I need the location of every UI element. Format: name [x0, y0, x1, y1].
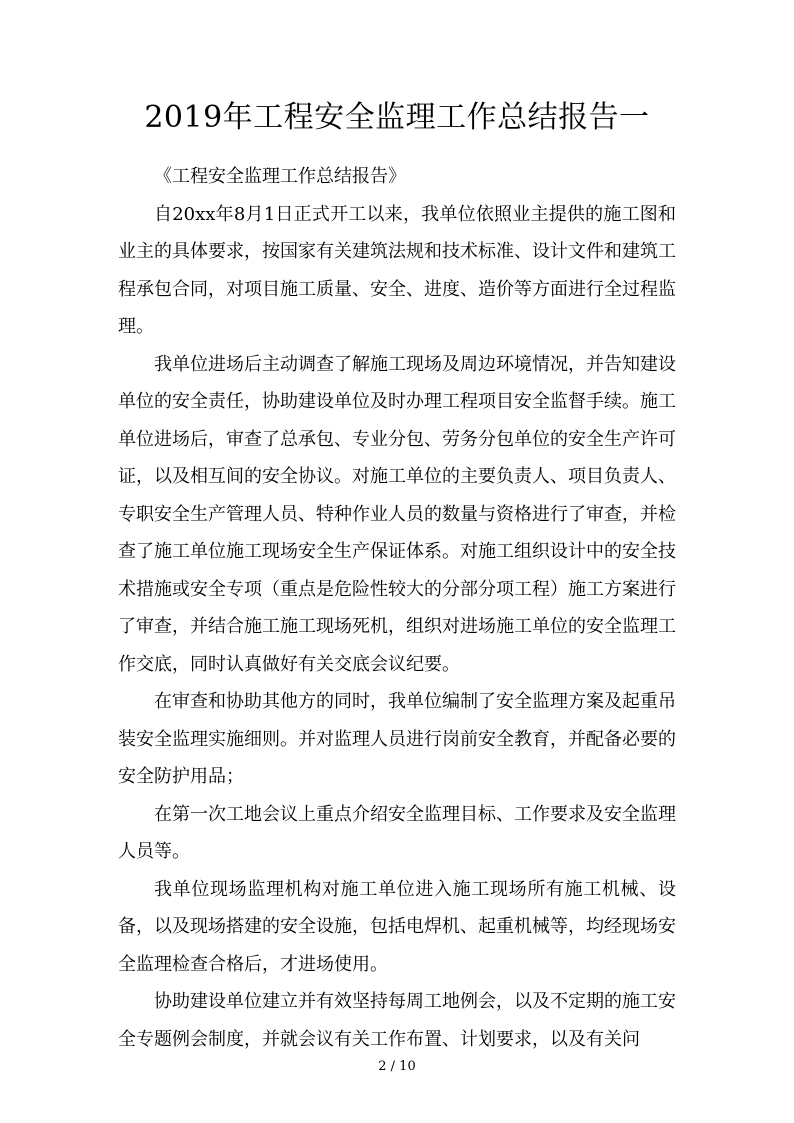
- paragraph-4: 在第一次工地会议上重点介绍安全监理目标、工作要求及安全监理人员等。: [118, 803, 676, 862]
- paragraph-3: 在审查和协助其他方的同时，我单位编制了安全监理方案及起重吊装安全监理实施细则。并对监理人员进行岗前安全教育，并配备必要的安全防护用品；: [118, 691, 676, 787]
- paragraph-subtitle: 《工程安全监理工作总结报告》: [154, 166, 406, 187]
- paragraph-1: 自20xx年8月1日正式开工以来，我单位依照业主提供的施工图和业主的具体要求，按国家有关建筑法规和技术标准、设计文件和建筑工程承包合同，对项目施工质量、安全、进度、造价等方面进行全过程监理。: [118, 203, 676, 337]
- document-body: [118, 158, 676, 1058]
- page-number: 2 / 10: [378, 1059, 416, 1074]
- document-title: 2019年工程安全监理工作总结报告一: [144, 100, 650, 135]
- paragraph-5: 我单位现场监理机构对施工单位进入施工现场所有施工机械、设备，以及现场搭建的安全设施，包括电焊机、起重机械等，均经现场安全监理检查合格后，才进场使用。: [118, 878, 676, 975]
- paragraph-2: 我单位进场后主动调查了解施工现场及周边环境情况，并告知建设单位的安全责任，协助建设单位及时办理工程项目安全监督手续。施工单位进场后，审查了总承包、专业分包、劳务分包单位的安全生产许可证，以及相互间的安全协议。对施工单位的主要负责人、项目负责人、专职安全生产管理人员、特种作业人员的数量与资格进行了审查，并检查了施工单位施工现场安全生产保证体系。对施工组织设计中的安全技术措施或安全专项（重点是危险性较大的分部分项工程）施工方案进行了审查，并结合施工施工现场死机，组织对进场施工单位的安全监理工作交底，同时认真做好有关交底会议纪要。: [118, 353, 676, 675]
- paragraph-6: 协助建设单位建立并有效坚持每周工地例会，以及不定期的施工安全专题例会制度，并就会议有关工作布置、计划要求，以及有关问: [118, 991, 676, 1050]
